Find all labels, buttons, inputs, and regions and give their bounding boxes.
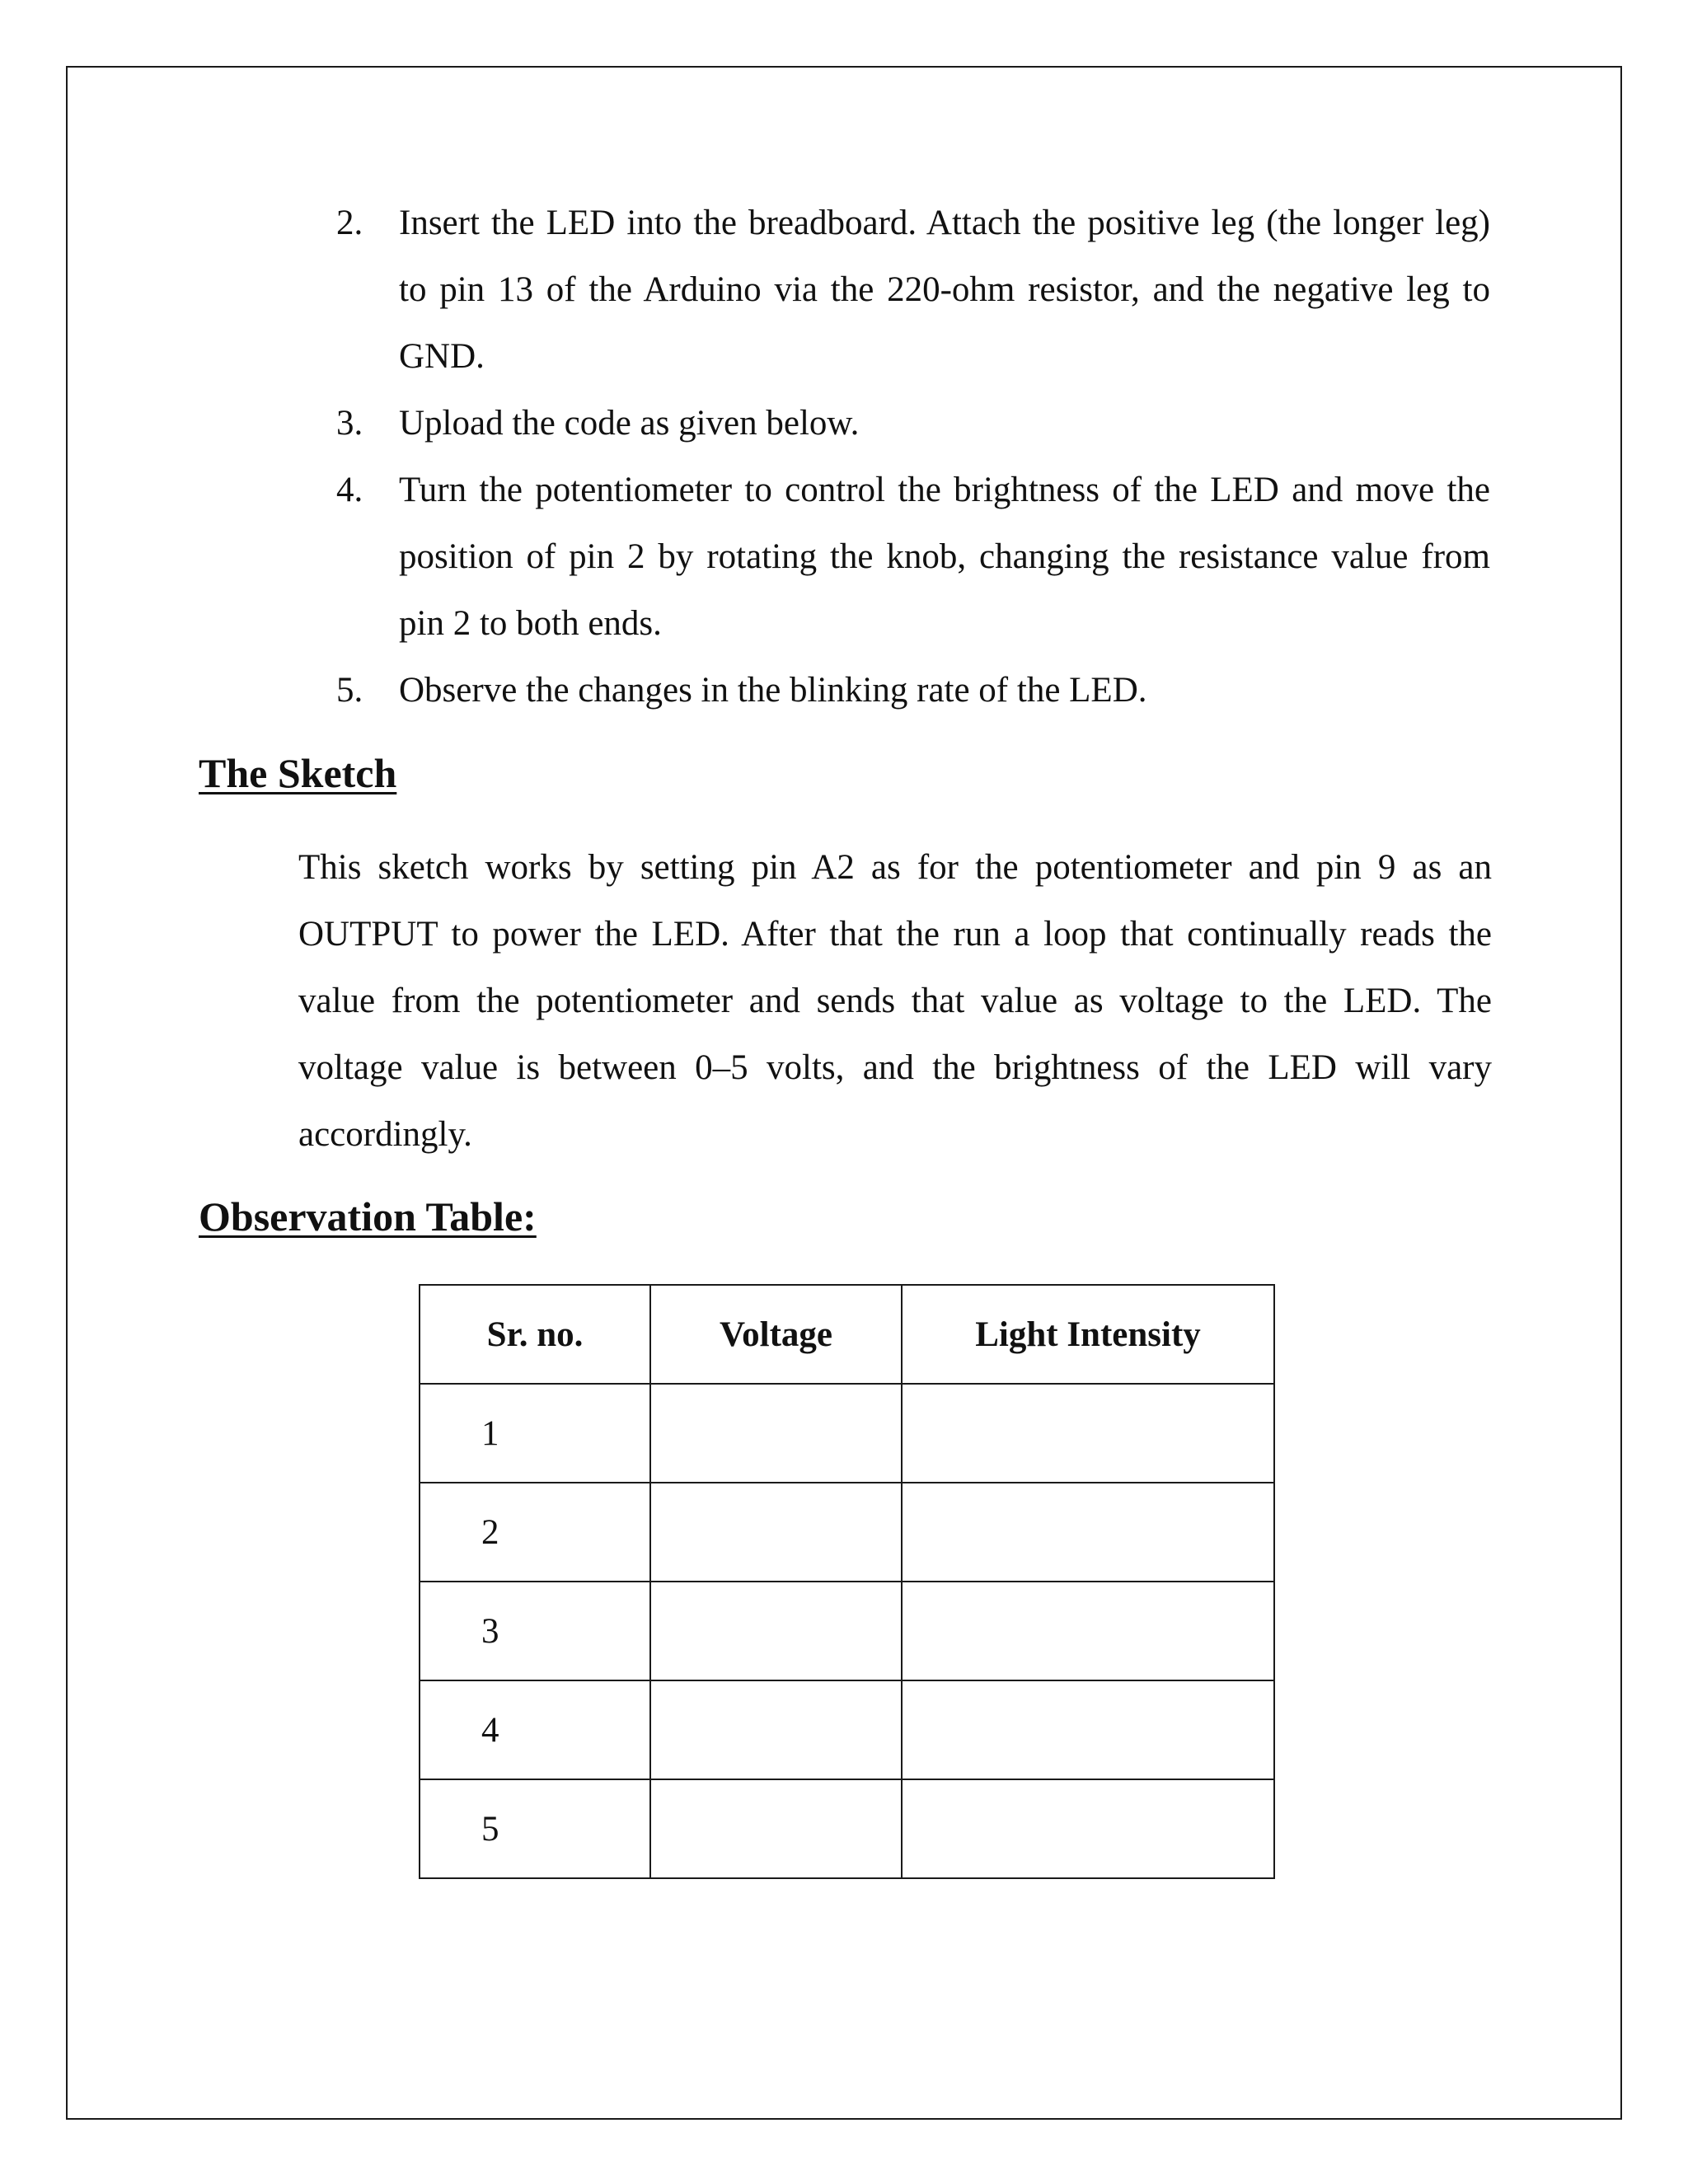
sketch-heading: The Sketch: [199, 750, 397, 796]
step-number: 5.: [336, 671, 363, 710]
step-number: 2.: [336, 204, 363, 242]
column-header-light-intensity: Light Intensity: [902, 1285, 1274, 1384]
step-number: 4.: [336, 471, 363, 509]
step-number: 3.: [336, 404, 363, 443]
light-intensity-cell: [902, 1582, 1274, 1680]
sr-no-cell: 2: [420, 1483, 650, 1582]
voltage-cell: [650, 1779, 902, 1878]
table-row: [420, 1384, 1274, 1483]
voltage-cell: [650, 1680, 902, 1779]
table-row: [420, 1680, 1274, 1779]
voltage-cell: [650, 1582, 902, 1680]
table-row: [420, 1779, 1274, 1878]
step-text: Insert the LED into the breadboard. Attach the positive leg (the longer leg) to pin 13 of the Arduino via the 220-ohm resistor, and the negative leg to GND.: [399, 204, 1490, 376]
step-text: Upload the code as given below.: [399, 404, 860, 443]
table-row: [420, 1483, 1274, 1582]
sketch-paragraph: This sketch works by setting pin A2 as for the potentiometer and pin 9 as an OUTPUT to power the LED. After that the run a loop that continually reads the value from the potentiometer and sends that value as voltage to the LED. The voltage value is between 0–5 volts, and the brightness of the LED will vary accordingly.: [298, 848, 1492, 1154]
column-header-voltage: Voltage: [650, 1285, 902, 1384]
voltage-cell: [650, 1384, 902, 1483]
light-intensity-cell: [902, 1680, 1274, 1779]
table-header-row: [420, 1285, 1274, 1384]
procedure-step: [336, 190, 1490, 390]
light-intensity-cell: [902, 1384, 1274, 1483]
procedure-steps: [336, 190, 1490, 724]
voltage-cell: [650, 1483, 902, 1582]
step-text: Observe the changes in the blinking rate of the LED.: [399, 671, 1147, 710]
table-row: [420, 1582, 1274, 1680]
sr-no-cell: 5: [420, 1779, 650, 1878]
light-intensity-cell: [902, 1779, 1274, 1878]
column-header-sr-no: Sr. no.: [420, 1285, 650, 1384]
step-text: Turn the potentiometer to control the brightness of the LED and move the position of pin 2 by rotating the knob, changing the resistance value from pin 2 to both ends.: [399, 471, 1490, 643]
procedure-step: [336, 657, 1490, 724]
light-intensity-cell: [902, 1483, 1274, 1582]
procedure-step: [336, 457, 1490, 657]
observation-heading: Observation Table:: [199, 1193, 537, 1240]
sr-no-cell: 4: [420, 1680, 650, 1779]
procedure-step: [336, 390, 1490, 457]
sr-no-cell: 1: [420, 1384, 650, 1483]
sr-no-cell: 3: [420, 1582, 650, 1680]
observation-table: [419, 1284, 1275, 1879]
